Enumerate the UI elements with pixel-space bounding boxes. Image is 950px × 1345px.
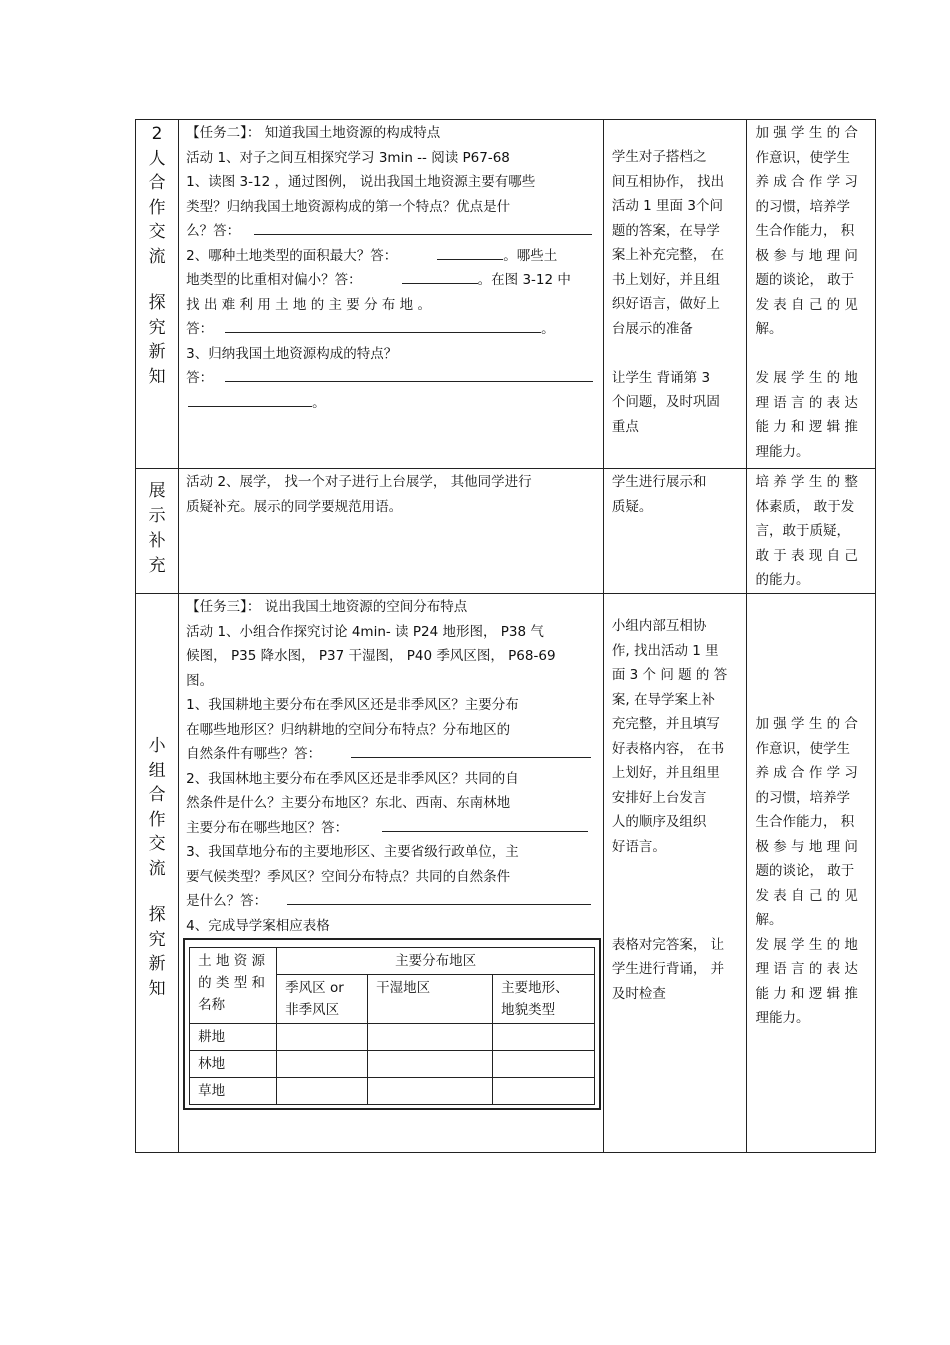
header-text: 的 类 型 和 <box>198 975 266 991</box>
fill-cell[interactable] <box>368 1051 493 1078</box>
stage-char: 小 <box>148 736 166 756</box>
stage-cell <box>136 594 179 1153</box>
header-text: 地貌类型 <box>501 1002 556 1018</box>
student-line: 表格对完答案， 让 <box>611 936 725 953</box>
student-line: 书上划好，并且组 <box>611 271 720 288</box>
distribution-table <box>189 947 595 1105</box>
student-line: 质疑。 <box>611 498 653 515</box>
stage-char: 充 <box>148 556 166 576</box>
student-line: 个问题，及时巩固 <box>611 394 720 410</box>
answer-blank[interactable] <box>382 817 588 832</box>
answer-label: 主要分布在哪些地区？答： <box>186 819 349 836</box>
activity-line: 活动 2、展学， 找一个对子进行上台展学， 其他同学进行 <box>186 474 532 490</box>
activity-line: 候图， P35 降水图， P37 干湿图， P40 季风区图， P68-69 <box>186 648 556 664</box>
goal-line: 言，敢于质疑， <box>755 523 850 539</box>
stage-char: 补 <box>148 531 166 551</box>
student-line: 充完整，并且填写 <box>611 716 720 732</box>
punctuation: 。 <box>312 394 326 411</box>
goal-line: 发 表 自 己 的 见 <box>755 296 858 313</box>
student-line: 让学生 背诵第 3 <box>611 369 711 386</box>
table-row <box>190 1078 595 1105</box>
goal-line: 理能力。 <box>755 1010 810 1026</box>
land-type-header <box>190 948 277 1024</box>
stage-char: 2 <box>151 124 163 144</box>
goal-line: 体素质， 敢于发 <box>755 498 855 515</box>
goal-line: 的习惯，培养学 <box>755 198 850 215</box>
header-text: 土 地 资 源 <box>198 953 266 969</box>
land-type-cell: 草地 <box>190 1078 277 1105</box>
row-task-two <box>136 120 876 469</box>
stage-char: 组 <box>148 760 166 781</box>
question-line: 。哪些土 <box>503 247 558 264</box>
student-line: 间互相协作， 找出 <box>611 173 725 190</box>
student-line: 织好语言，做好上 <box>611 296 720 312</box>
activity-line: 活动 1、小组合作探究讨论 4min- 读 P24 地形图， P38 气 <box>186 623 544 640</box>
stage-char: 新 <box>148 342 166 362</box>
stage-char: 究 <box>148 929 166 950</box>
stage-char: 人 <box>148 148 166 169</box>
question-line: 。在图 3-12 中 <box>477 272 571 288</box>
student-activity-cell <box>603 594 747 1153</box>
answer-blank[interactable] <box>254 220 592 235</box>
student-activity-cell <box>603 469 747 594</box>
fill-cell[interactable] <box>368 1078 493 1105</box>
question-line: 3、我国草地分布的主要地形区、主要省级行政单位，主 <box>186 844 519 860</box>
header-text: 名称 <box>198 997 226 1013</box>
header-text: 非季风区 <box>285 1002 340 1018</box>
student-line: 作, 找出活动 1 里 <box>611 642 719 659</box>
question-line: 4、完成导学案相应表格 <box>186 917 330 934</box>
answer-blank[interactable] <box>287 890 591 905</box>
stage-char: 知 <box>148 978 166 999</box>
terrain-header <box>493 975 595 1024</box>
answer-blank[interactable] <box>437 245 503 260</box>
goal-line: 的习惯，培养学 <box>755 789 850 806</box>
goal-line: 敢 于 表 现 自 己 <box>755 547 858 564</box>
answer-blank[interactable] <box>225 318 541 333</box>
goal-line: 能 力 和 逻 辑 推 <box>755 985 858 1002</box>
student-line: 好语言。 <box>611 838 666 855</box>
question-line: 在哪些地形区？归纳耕地的空间分布特点？分布地区的 <box>186 721 511 738</box>
header-text: 主要地形、 <box>501 980 569 996</box>
goal-line: 养 成 合 作 学 习 <box>755 765 858 781</box>
punctuation: 。 <box>541 321 555 337</box>
row-task-three <box>136 594 876 1153</box>
goal-line: 生合作能力， 积 <box>755 814 855 830</box>
answer-label: 自然条件有哪些？答： <box>186 746 322 762</box>
design-intent-cell <box>747 469 876 594</box>
student-line: 好表格内容， 在书 <box>611 740 725 757</box>
goal-line: 的能力。 <box>755 572 810 588</box>
goal-line: 解。 <box>755 912 783 928</box>
goal-line: 理 语 言 的 表 达 <box>755 961 858 977</box>
answer-blank[interactable] <box>402 269 478 284</box>
lesson-plan-table <box>135 119 876 1153</box>
question-line: 1、我国耕地主要分布在季风区还是非季风区？主要分布 <box>186 697 519 713</box>
student-line: 安排好上台发言 <box>611 789 707 806</box>
goal-line: 发 表 自 己 的 见 <box>755 887 858 904</box>
goal-line: 极 参 与 地 理 问 <box>755 838 858 855</box>
student-line: 案, 在导学案上补 <box>611 691 715 708</box>
stage-char: 合 <box>148 785 166 805</box>
goal-line: 能 力 和 逻 辑 推 <box>755 419 858 435</box>
goal-line: 理 语 言 的 表 达 <box>755 394 858 411</box>
stage-char: 交 <box>148 222 166 242</box>
answer-blank[interactable] <box>225 367 593 382</box>
goal-line: 发 展 学 生 的 地 <box>755 370 858 386</box>
goal-line: 题的谈论， 敢于 <box>755 863 855 879</box>
goal-line: 理能力。 <box>755 443 810 460</box>
answer-label: 答： <box>186 370 214 386</box>
land-type-cell: 耕地 <box>190 1024 277 1051</box>
goal-line: 作意识，使学生 <box>755 740 850 757</box>
question-line: 找 出 难 利 用 土 地 的 主 要 分 布 地 。 <box>186 296 431 313</box>
stage-char: 作 <box>148 197 166 218</box>
stage-char: 探 <box>148 293 166 313</box>
student-line: 学生对子搭档之 <box>611 149 707 165</box>
stage-char: 合 <box>148 173 166 193</box>
question-line: 2、哪种土地类型的面积最大？答： <box>186 247 398 264</box>
design-intent-cell <box>747 594 876 1153</box>
goal-line: 极 参 与 地 理 问 <box>755 247 858 264</box>
content-cell <box>179 469 604 594</box>
answer-blank[interactable] <box>188 392 312 407</box>
goal-line: 发 展 学 生 的 地 <box>755 936 858 953</box>
stage-char: 流 <box>148 246 166 267</box>
content-cell <box>179 594 604 1153</box>
table-row <box>190 1024 595 1051</box>
goal-line: 加 强 学 生 的 合 <box>755 125 858 141</box>
fill-cell[interactable] <box>493 1051 595 1078</box>
question-line: 然条件是什么？主要分布地区？东北、西南、东南林地 <box>186 795 511 811</box>
answer-label: 是什么？答： <box>186 893 268 909</box>
row-presentation <box>136 469 876 594</box>
dryness-header: 干湿地区 <box>368 975 493 1024</box>
answer-label: 答： <box>186 321 214 337</box>
stage-char: 知 <box>148 366 166 387</box>
student-line: 台展示的准备 <box>611 320 693 337</box>
stage-char: 究 <box>148 317 166 338</box>
table-row <box>190 1051 595 1078</box>
question-line: 要气候类型？季风区？空间分布特点？共同的自然条件 <box>186 868 511 885</box>
stage-char: 新 <box>148 954 166 974</box>
goal-line: 加 强 学 生 的 合 <box>755 716 858 732</box>
fill-cell[interactable] <box>277 1024 368 1051</box>
header-text: 季风区 or <box>285 980 344 996</box>
fill-cell[interactable] <box>368 1024 493 1051</box>
land-type-cell: 林地 <box>190 1051 277 1078</box>
activity-line: 活动 1、对子之间互相探究学习 3min -- 阅读 P67-68 <box>186 149 510 166</box>
task-heading: 【任务三】： 说出我国土地资源的空间分布特点 <box>186 599 468 615</box>
student-line: 学生进行展示和 <box>611 474 707 490</box>
stage-char: 示 <box>148 506 166 526</box>
question-line: 地类型的比重相对偏小？答： <box>186 272 362 288</box>
stage-char: 交 <box>148 834 166 854</box>
goal-line: 作意识，使学生 <box>755 149 850 166</box>
goal-line: 题的谈论， 敢于 <box>755 272 855 288</box>
stage-char: 展 <box>148 481 166 501</box>
stage-char: 流 <box>148 858 166 879</box>
fill-cell[interactable] <box>277 1078 368 1105</box>
student-line: 及时检查 <box>611 985 666 1002</box>
student-line: 学生进行背诵， 并 <box>611 961 725 977</box>
question-line: 2、我国林地主要分布在季风区还是非季风区？共同的自 <box>186 770 519 787</box>
fill-cell[interactable] <box>493 1078 595 1105</box>
main-distribution-header: 主要分布地区 <box>277 948 595 975</box>
distribution-table-frame <box>183 938 601 1110</box>
goal-line: 解。 <box>755 321 783 337</box>
task-heading: 【任务二】： 知道我国土地资源的构成特点 <box>186 125 441 141</box>
student-activity-cell <box>603 120 747 469</box>
question-line: 类型？归纳我国土地资源构成的第一个特点？优点是什 <box>186 198 511 215</box>
goal-line: 养 成 合 作 学 习 <box>755 174 858 190</box>
activity-line: 图。 <box>186 672 214 689</box>
goal-line: 培 养 学 生 的 整 <box>755 474 858 490</box>
student-line: 人的顺序及组织 <box>611 814 707 830</box>
design-intent-cell <box>747 120 876 469</box>
stage-cell <box>136 469 179 594</box>
goal-line: 生合作能力， 积 <box>755 223 855 239</box>
question-line: 1、读图 3-12 ，通过图例， 说出我国土地资源主要有哪些 <box>186 174 536 190</box>
student-line: 活动 1 里面 3个问 <box>611 198 723 214</box>
student-line: 案上补充完整， 在 <box>611 247 725 263</box>
stage-char: 作 <box>148 809 166 830</box>
answer-blank[interactable] <box>351 743 591 758</box>
answer-label: 么？答： <box>186 223 241 239</box>
student-line: 上划好，并且组里 <box>611 765 720 781</box>
content-cell <box>179 120 604 469</box>
student-line: 题的答案，在导学 <box>611 222 720 239</box>
fill-cell[interactable] <box>493 1024 595 1051</box>
fill-cell[interactable] <box>277 1051 368 1078</box>
monsoon-header <box>277 975 368 1024</box>
student-line: 重点 <box>611 418 639 435</box>
stage-char: 探 <box>148 905 166 925</box>
question-line: 3、归纳我国土地资源构成的特点？ <box>186 345 398 362</box>
student-line: 面 3 个 问 题 的 答 <box>611 667 728 683</box>
student-line: 小组内部互相协 <box>611 618 707 634</box>
stage-cell <box>136 120 179 469</box>
activity-line: 质疑补充。展示的同学要规范用语。 <box>186 498 403 515</box>
